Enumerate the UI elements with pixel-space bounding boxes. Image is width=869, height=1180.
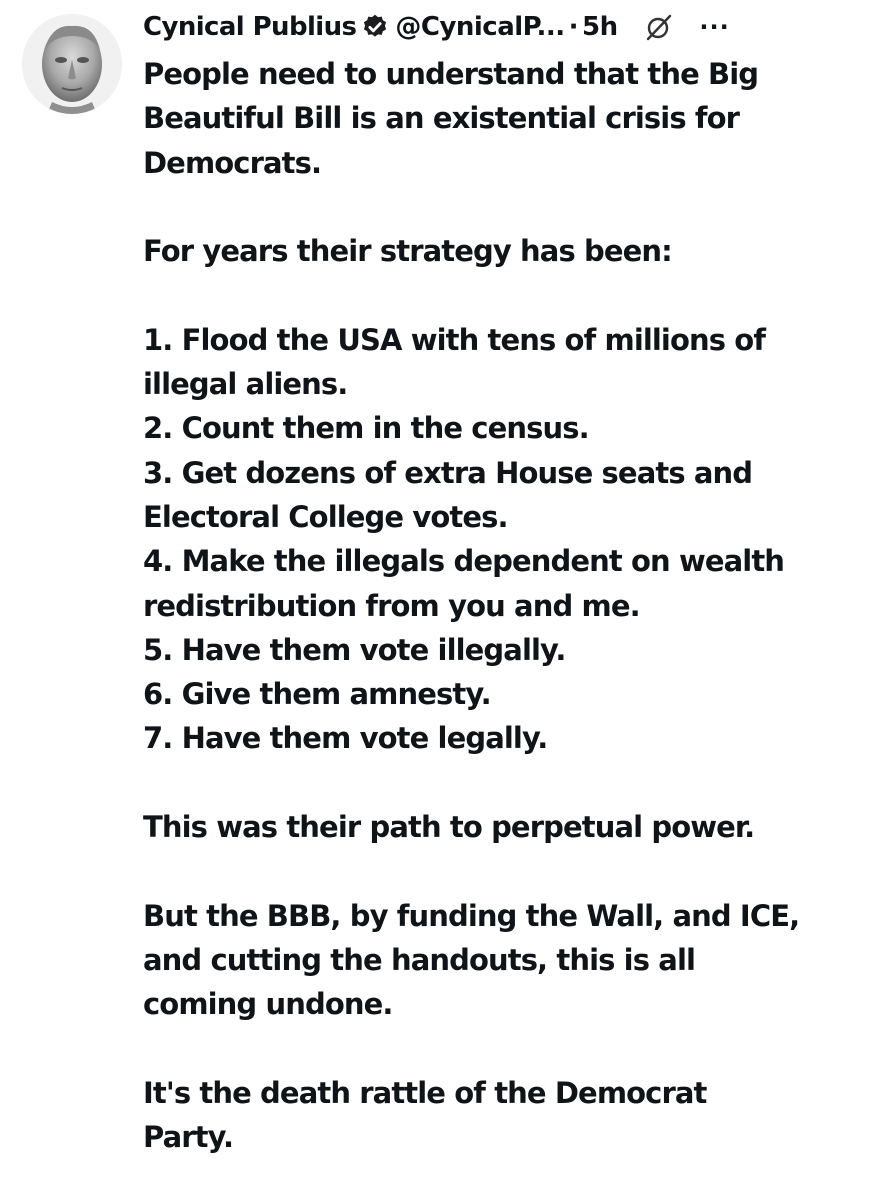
bbb-line: and cutting the handouts, this is all: [143, 942, 696, 977]
list-item: 2. Count them in the census.: [143, 411, 589, 446]
list-item: 5. Have them vote illegally.: [143, 632, 566, 667]
list-item: Electoral College votes.: [143, 499, 508, 534]
list-item: 6. Give them amnesty.: [143, 677, 491, 712]
bbb-line: But the BBB, by funding the Wall, and ICE,: [143, 898, 800, 933]
user-handle[interactable]: @CynicalP...: [395, 12, 565, 42]
intro-line: Beautiful Bill is an existential crisis for: [143, 101, 740, 136]
strategy-heading: For years their strategy has been:: [143, 234, 672, 269]
tweet-body: [143, 52, 853, 1159]
closing-line: It's the death rattle of the Democrat: [143, 1075, 707, 1110]
avatar[interactable]: [22, 14, 122, 114]
avatar-bust-image: [22, 14, 122, 114]
closing-line: Party.: [143, 1120, 234, 1155]
verified-badge-icon: [361, 13, 389, 41]
tweet-header: [143, 5, 849, 49]
path-line: This was their path to perpetual power.: [143, 810, 755, 845]
display-name[interactable]: Cynical Publius: [143, 12, 357, 42]
more-options-icon[interactable]: ···: [699, 13, 730, 41]
list-item: 7. Have them vote legally.: [143, 721, 548, 756]
intro-line: People need to understand that the Big: [143, 57, 759, 91]
grok-icon[interactable]: [644, 12, 674, 42]
list-item: 1. Flood the USA with tens of millions of: [143, 322, 766, 357]
list-item: illegal aliens.: [143, 367, 348, 402]
bbb-line: coming undone.: [143, 987, 393, 1022]
list-item: 4. Make the illegals dependent on wealth: [143, 544, 785, 579]
separator-dot: ·: [568, 12, 578, 42]
list-item: 3. Get dozens of extra House seats and: [143, 455, 753, 490]
timestamp[interactable]: 5h: [581, 12, 618, 42]
list-item: redistribution from you and me.: [143, 588, 640, 623]
intro-line: Democrats.: [143, 145, 322, 180]
